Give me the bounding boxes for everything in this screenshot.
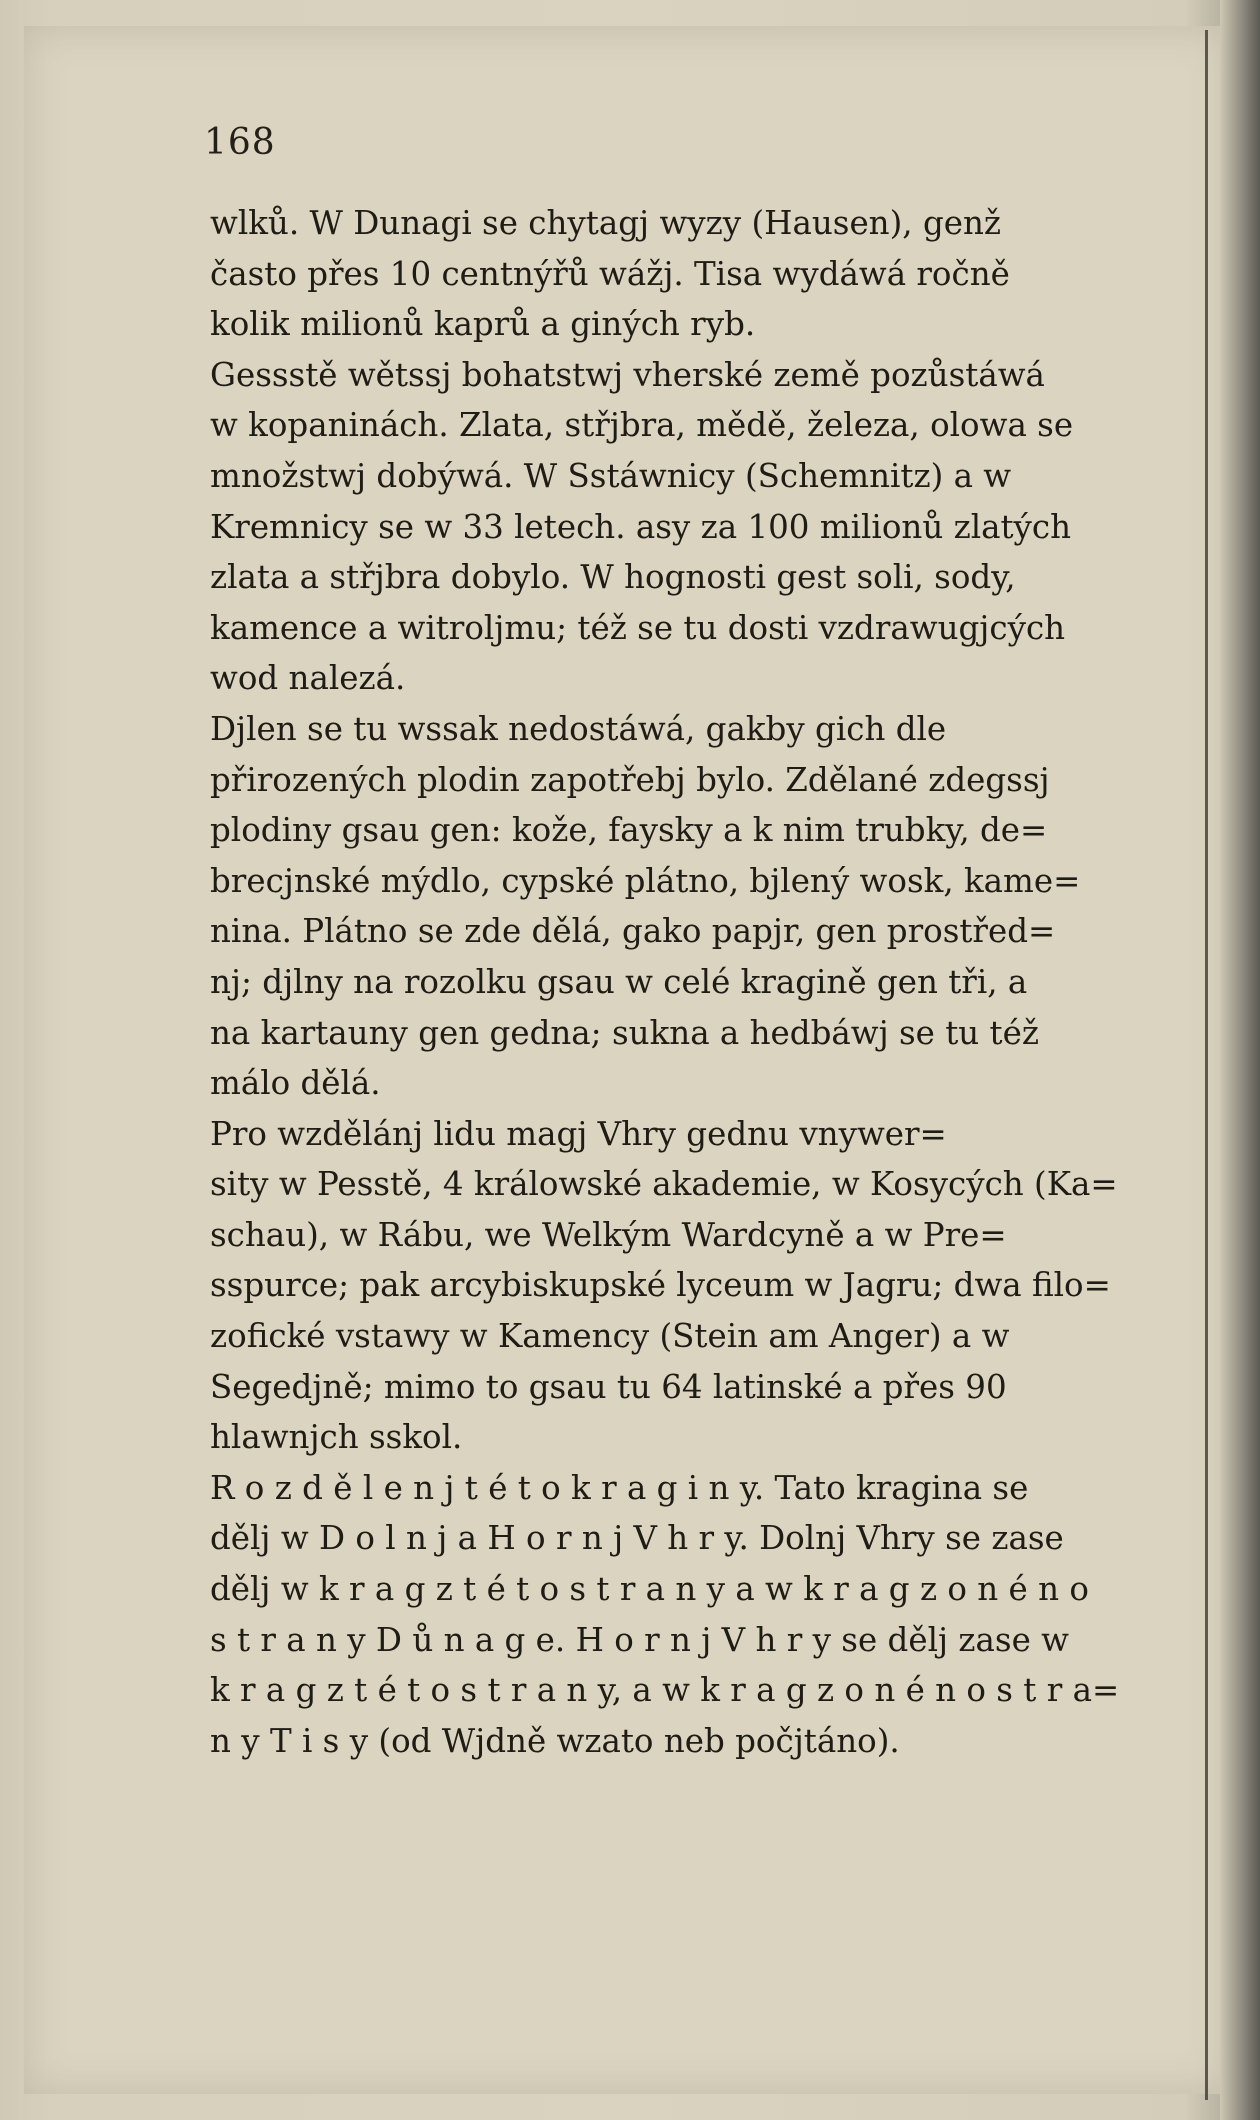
text-line: množstwj dobýwá. W Sstáwnicy (Schemnitz) a w xyxy=(210,456,1012,495)
text-line: s t r a n y D ů n a g e. H o r n j V h r y se dělj zase w xyxy=(210,1620,1069,1659)
text-line: Segedjně; mimo to gsau tu 64 latinské a přes 90 xyxy=(210,1367,1007,1406)
text-line: Gessstě wětssj bohatstwj vherské země pozůstáwá xyxy=(210,355,1045,394)
text-line: sity w Pesstě, 4 králowské akademie, w Kosycých (Ka= xyxy=(210,1165,1118,1204)
text-line: přirozených plodin zapotřebj bylo. Zdělané zdegssj xyxy=(210,760,1050,799)
text-line: wlků. W Dunagi se chytagj wyzy (Hausen), genž xyxy=(210,204,1002,242)
book-spine xyxy=(1220,0,1260,2120)
text-line: často přes 10 centnýřů wážj. Tisa wydáwá ročně xyxy=(210,254,1010,293)
text-line: wod nalezá. xyxy=(210,659,406,698)
text-line: nj; djlny na rozolku gsau w celé kragině gen tři, a xyxy=(210,962,1028,1001)
body-text xyxy=(210,198,1182,1766)
text-line: Kremnicy se w 33 letech. asy za 100 milionů zlatých xyxy=(210,507,1072,546)
text-line: plodiny gsau gen: kože, faysky a k nim trubky, de= xyxy=(210,811,1048,850)
text-line: brecjnské mýdlo, cypské plátno, bjlený wosk, kame= xyxy=(210,861,1081,900)
text-line: kolik milionů kaprů a giných ryb. xyxy=(210,305,756,344)
text-line: R o z d ě l e n j t é t o k r a g i n y. Tato kragina se xyxy=(210,1468,1029,1507)
text-line: Pro wzdělánj lidu magj Vhry gednu vnywer= xyxy=(210,1114,947,1153)
text-line: Djlen se tu wssak nedostáwá, gakby gich dle xyxy=(210,709,947,748)
text-line: schau), w Rábu, we Welkým Wardcyně a w Pre= xyxy=(210,1215,1007,1254)
text-line: zlata a střjbra dobylo. W hognosti gest soli, sody, xyxy=(210,558,1016,597)
page-number: 168 xyxy=(204,122,276,163)
text-line: w kopaninách. Zlata, střjbra, mědě, železa, olowa se xyxy=(210,406,1074,445)
text-line: na kartauny gen gedna; sukna a hedbáwj se tu též xyxy=(210,1013,1039,1052)
text-line: zofické vstawy w Kamency (Stein am Anger) a w xyxy=(210,1317,1010,1356)
text-line: kamence a witroljmu; též se tu dosti vzdrawugjcých xyxy=(210,608,1066,647)
text-line: nina. Plátno se zde dělá, gako papjr, gen prostřed= xyxy=(210,912,1056,951)
text-line: sspurce; pak arcybiskupské lyceum w Jagru; dwa filo= xyxy=(210,1266,1111,1305)
text-line: dělj w k r a g z t é t o s t r a n y a w k r a g z o n é n o xyxy=(210,1570,1089,1609)
text-line: málo dělá. xyxy=(210,1064,381,1103)
text-line: dělj w D o l n j a H o r n j V h r y. Dolnj Vhry se zase xyxy=(210,1519,1064,1558)
text-line: n y T i s y (od Wjdně wzato neb počjtáno). xyxy=(210,1721,900,1760)
page-edge-line xyxy=(1205,30,1208,2100)
text-line: hlawnjch sskol. xyxy=(210,1418,463,1457)
text-line: k r a g z t é t o s t r a n y, a w k r a g z o n é n o s t r a= xyxy=(210,1671,1120,1710)
